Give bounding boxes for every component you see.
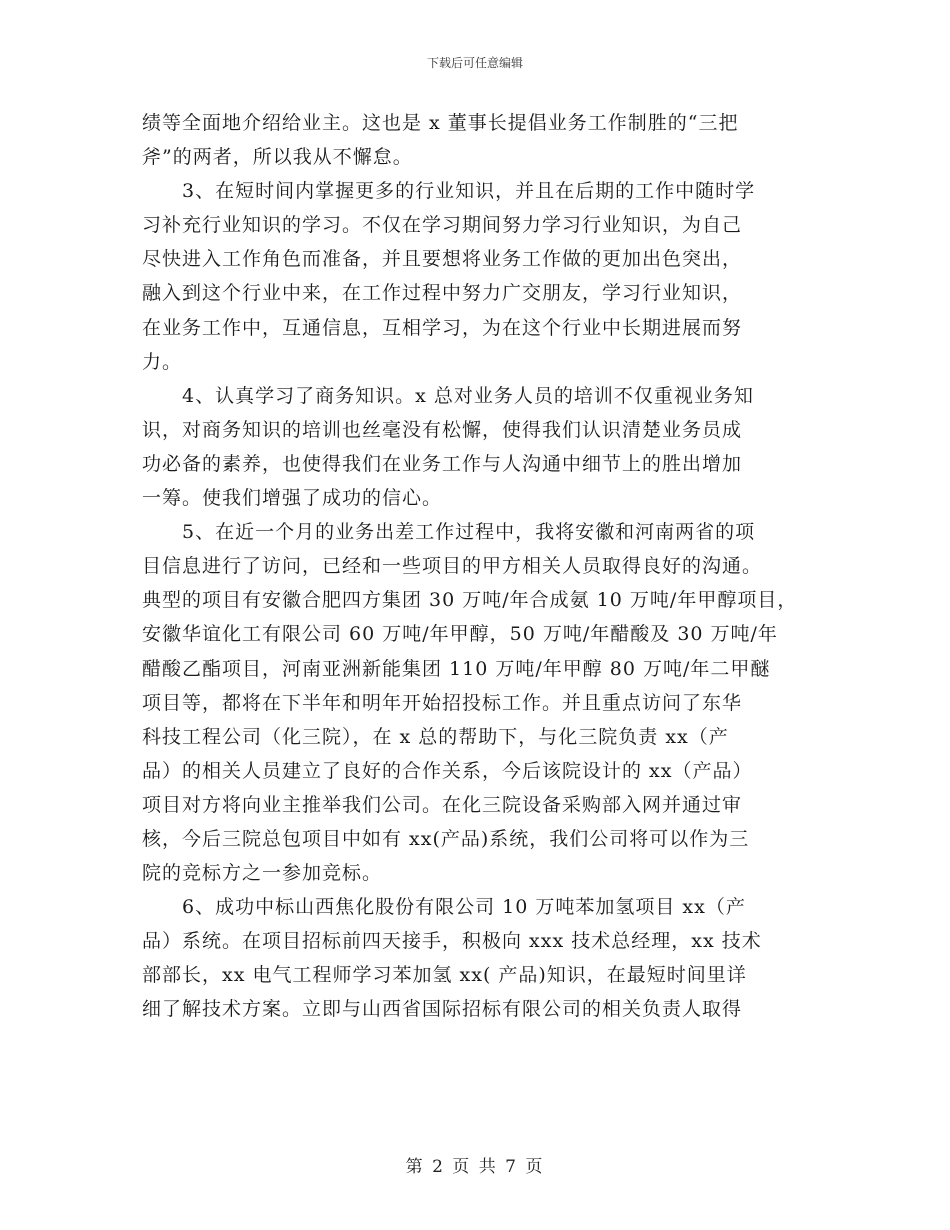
body-text-line: 功必备的素养，也使得我们在业务工作与人沟通中细节上的胜出增加 <box>142 452 743 475</box>
body-text-line: 核，今后三院总包项目中如有 xx(产品)系统，我们公司将可以作为三 <box>142 827 750 850</box>
page-number-footer: 第 2 页 共 7 页 <box>405 1157 545 1177</box>
body-text-line: 识，对商务知识的培训也丝毫没有松懈，使得我们认识清楚业务员成 <box>142 418 743 441</box>
body-text-line: 习补充行业知识的学习。不仅在学习期间努力学习行业知识，为自己 <box>142 214 743 237</box>
body-text-line: 5、在近一个月的业务出差工作过程中，我将安徽和河南两省的项 <box>182 521 756 544</box>
body-text-line: 科技工程公司（化三院），在 x 总的帮助下，与化三院负责 xx（产 <box>142 725 729 748</box>
body-text-line: 细了解技术方案。立即与山西省国际招标有限公司的相关负责人取得 <box>142 998 743 1021</box>
body-text-line: 目信息进行了访问，已经和一些项目的甲方相关人员取得良好的沟通。 <box>142 555 763 578</box>
body-text-line: 品）系统。在项目招标前四天接手，积极向 xxx 技术总经理，xx 技术 <box>142 930 762 953</box>
body-text-line: 院的竞标方之一参加竞标。 <box>142 862 383 885</box>
page-header: 下载后可任意编辑 <box>426 56 523 70</box>
body-text-line: 典型的项目有安徽合肥四方集团 30 万吨/年合成氨 10 万吨/年甲醇项目， <box>142 589 798 612</box>
body-text-line: 项目等，都将在下半年和明年开始招投标工作。并且重点访问了东华 <box>142 691 743 714</box>
body-text-line: 项目对方将向业主推举我们公司。在化三院设备采购部入网并通过审 <box>142 793 743 816</box>
body-text-line: 一筹。使我们增强了成功的信心。 <box>142 487 443 510</box>
body-text-line: 在业务工作中，互通信息，互相学习，为在这个行业中长期进展而努 <box>142 316 743 339</box>
body-text-line: 绩等全面地介绍给业主。这也是 x 董事长提倡业务工作制胜的“三把 <box>142 112 739 134</box>
body-text-line: 品）的相关人员建立了良好的合作关系，今后该院设计的 xx（产品） <box>142 759 753 782</box>
body-text-line: 4、认真学习了商务知识。x 总对业务人员的培训不仅重视业务知 <box>182 384 754 407</box>
body-text-line: 斧”的两者，所以我从不懈怠。 <box>142 146 413 169</box>
body-text-line: 力。 <box>142 350 183 373</box>
body-text-line: 融入到这个行业中来，在工作过程中努力广交朋友，学习行业知识， <box>142 282 743 305</box>
document-body <box>142 106 822 1027</box>
body-text-line: 3、在短时间内掌握更多的行业知识，并且在后期的工作中随时学 <box>182 180 756 203</box>
body-text-line: 安徽华谊化工有限公司 60 万吨/年甲醇，50 万吨/年醋酸及 30 万吨/年 <box>142 623 778 646</box>
body-text-line: 尽快进入工作角色而准备，并且要想将业务工作做的更加出色突出， <box>142 248 743 271</box>
body-text-line: 醋酸乙酯项目，河南亚洲新能集团 110 万吨/年甲醇 80 万吨/年二甲醚 <box>142 657 771 680</box>
body-text-line: 部部长，xx 电气工程师学习苯加氢 xx( 产品)知识，在最短时间里详 <box>142 964 747 987</box>
body-text-line: 6、成功中标山西焦化股份有限公司 10 万吨苯加氢项目 xx（产 <box>182 896 746 919</box>
